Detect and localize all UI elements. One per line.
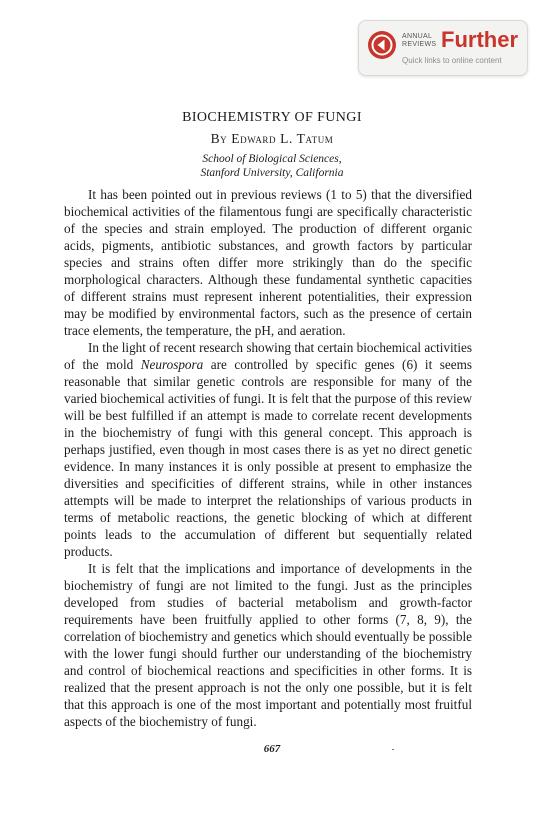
genus-name: Neurospora — [140, 357, 204, 372]
paragraph-2 — [64, 339, 472, 560]
article-title: BIOCHEMISTRY OF FUNGI — [182, 110, 362, 125]
scan-speck — [392, 749, 394, 750]
badge-subtitle: Quick links to online content — [402, 56, 502, 65]
badge-further-text: Further — [441, 27, 518, 52]
annual-reviews-further-badge[interactable] — [358, 20, 528, 76]
paragraph-2-start: In the light of recent research showing that certain biochemical activities of the mold — [64, 340, 472, 372]
paragraph-3: It is felt that the implications and importance of developments in the biochemistry of fungi are not limited to the fungi. Just as the principles developed from studies of bacterial metabolism and growth-factor requirements have been fruitfully applied to other forms (7, 8, 9), the correlation of biochemistry and genetics which should eventually be possible with the lower fungi should further our understanding of the biochemistry and control of biochemical reactions and specificities in other forms. It is realized that the present approach is not the only one possible, but it is felt that this approach is one of the most important and potentially most fruitful aspects of the biochemistry of fungi. — [64, 561, 472, 729]
paragraph-1: It has been pointed out in previous reviews (1 to 5) that the diversified biochemical activities of the filamentous fungi are specifically characteristic of the species and strain employed. The production of different organic acids, pigments, antibiotic substances, and growth factors by particular species and strains often differ more strikingly than do the specific morphological characters. Although these fundamental synthetic capacities of different strains must represent inherent potentialities, their expression may be modified by environmental factors, such as the presence of certain trace elements, the temperature, the pH, and aeration. — [64, 187, 472, 338]
badge-annual-text: ANNUAL — [402, 33, 433, 40]
page-number: 667 — [263, 743, 281, 755]
author-name: Edward L. Tatum — [231, 131, 334, 146]
author-prefix: By — [210, 131, 228, 146]
affiliation-line-2: Stanford University, California — [200, 167, 344, 179]
play-logo-icon — [367, 30, 397, 60]
article-body — [64, 186, 472, 730]
badge-reviews-text: REVIEWS — [402, 41, 437, 48]
affiliation-line-1: School of Biological Sciences, — [202, 153, 342, 165]
paragraph-2-rest: are controlled by specific genes (6) it seems reasonable that similar genetic controls are responsible for many of the varied biochemical activities of fungi. It is felt that the purpose of this review will be best fulfilled if an attempt is made to correlate recent developments in the biochemistry of fungi with this general concept. This approach is perhaps justified, even though in most cases there is as yet no direct genetic evidence. In many instances it is only possible at present to emphasize the diversities and specificities of different strains, while in other instances attempts will be made to interpret the relationships of various products in terms of metabolic reactions, the genetic blocking of which at different points leads to the accumulation of different but sequentially related products. — [64, 357, 472, 559]
article-author — [0, 131, 544, 147]
